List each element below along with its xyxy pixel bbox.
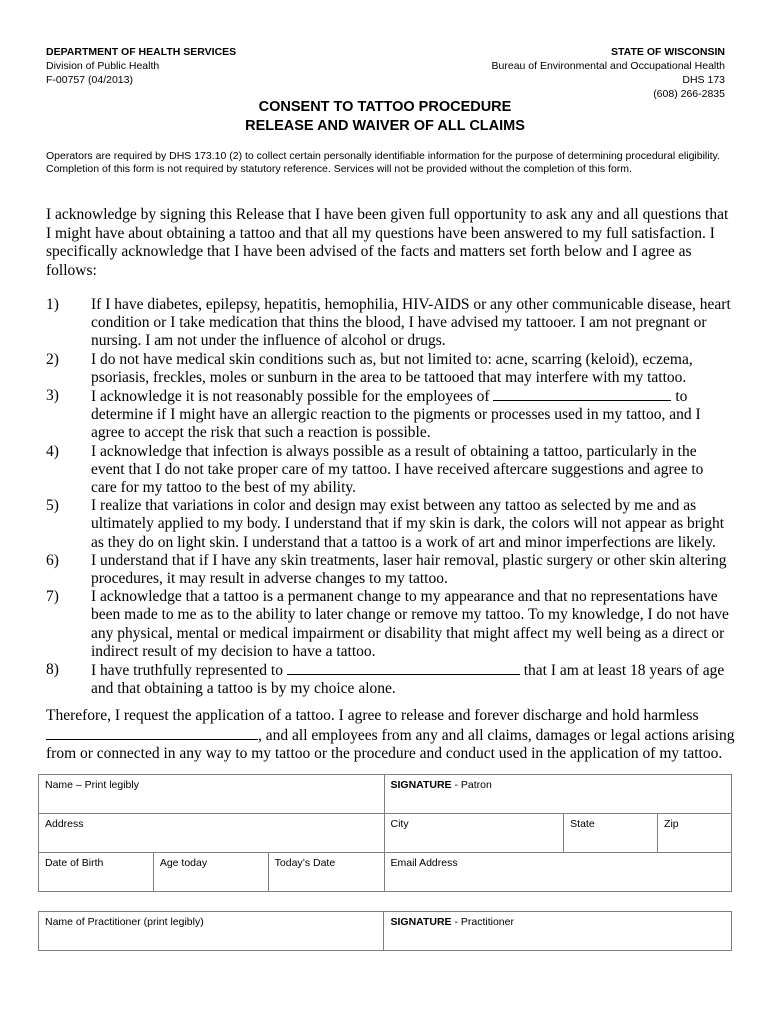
item-number: 5) bbox=[46, 497, 59, 515]
item-number: 2) bbox=[46, 350, 59, 368]
dob-label: Date of Birth bbox=[45, 857, 104, 869]
division-name: Division of Public Health bbox=[46, 60, 160, 72]
city-label: City bbox=[390, 818, 409, 830]
header-right bbox=[492, 45, 725, 101]
item-number: 7) bbox=[46, 588, 59, 606]
item-text: I realize that variations in color and design may exist between any tattoo as selected by me and as ultimately applied to my body. I understand that if my skin is dark, the colors will not appear as bright as they do on light skin. I understand that a tattoo is a work of art and minor imperfections are likely. bbox=[91, 497, 725, 551]
state-field[interactable] bbox=[564, 814, 658, 853]
signature-label-bold: SIGNATURE bbox=[390, 916, 452, 928]
address-field[interactable] bbox=[39, 814, 385, 853]
todays-date-field[interactable] bbox=[268, 853, 384, 892]
form-number: F-00757 (04/2013) bbox=[46, 74, 133, 86]
item-text-before: I acknowledge it is not reasonably possible for the employees of bbox=[91, 388, 490, 406]
item-text-before: I have truthfully represented to bbox=[91, 662, 283, 680]
item-text: I understand that if I have any skin treatments, laser hair removal, plastic surgery or other skin altering procedures, it may result in adverse changes to my tattoo. bbox=[91, 551, 727, 588]
patron-signature-field[interactable] bbox=[384, 775, 732, 814]
city-field[interactable] bbox=[384, 814, 564, 853]
practitioner-info-table bbox=[38, 911, 732, 951]
list-item bbox=[46, 588, 731, 661]
address-label: Address bbox=[45, 818, 84, 830]
state-name: STATE OF WISCONSIN bbox=[611, 46, 725, 58]
privacy-notice: Operators are required by DHS 173.10 (2) to collect certain personally identifiable information for the purpose of determining procedural eligibility. Completion of this form is not required by statutory reference. Services will not be provided without the completion of this form. bbox=[46, 150, 720, 175]
list-item bbox=[46, 661, 731, 698]
list-item bbox=[46, 497, 731, 552]
statute-ref: DHS 173 bbox=[682, 74, 725, 86]
item-number: 8) bbox=[46, 661, 59, 679]
patron-name-label: Name – Print legibly bbox=[45, 779, 139, 791]
item-text: I do not have medical skin conditions such as, but not limited to: acne, scarring (keloid), eczema, psoriasis, freckles, moles or sunburn in the area to be tattooed that may interfere with my tattoo. bbox=[91, 350, 693, 386]
form-title bbox=[0, 98, 770, 136]
item-number: 6) bbox=[46, 551, 59, 569]
zip-field[interactable] bbox=[658, 814, 732, 853]
item-text: If I have diabetes, epilepsy, hepatitis, hemophilia, HIV-AIDS or any other communicable disease, heart condition or I take medication that thins the blood, I have advised my tattooer. I am not pregnant or nursing. I am not under the influence of alcohol or drugs. bbox=[91, 296, 731, 350]
patron-name-field[interactable] bbox=[39, 775, 385, 814]
title-line-2: RELEASE AND WAIVER OF ALL CLAIMS bbox=[245, 118, 525, 134]
business-name-blank[interactable] bbox=[493, 387, 671, 401]
list-item bbox=[46, 351, 731, 387]
title-line-1: CONSENT TO TATTOO PROCEDURE bbox=[258, 99, 512, 115]
date-label: Today’s Date bbox=[274, 857, 336, 869]
practitioner-name-blank[interactable] bbox=[287, 661, 520, 675]
item-text: I acknowledge that a tattoo is a permanent change to my appearance and that no representations have been made to me as to the ability to later change or remove my tattoo. To my knowledge, I do not have any physical, mental or medical impairment or disability that might affect my well being as a direct or indirect result of my decision to have a tattoo. bbox=[91, 588, 729, 660]
signature-label-rest: - Practitioner bbox=[451, 916, 514, 928]
item-text-after: that I am at least 18 years of age and that obtaining a tattoo is by my choice alone. bbox=[91, 662, 725, 698]
practitioner-signature-field[interactable] bbox=[384, 912, 732, 951]
practitioner-name-label: Name of Practitioner (print legibly) bbox=[45, 916, 204, 928]
list-item bbox=[46, 387, 731, 443]
item-number: 1) bbox=[46, 296, 59, 313]
email-label: Email Address bbox=[390, 857, 458, 869]
header-left bbox=[46, 45, 236, 87]
acknowledgement-list bbox=[46, 296, 731, 698]
intro-paragraph: I acknowledge by signing this Release that I have been given full opportunity to ask any and all questions that I might have about obtaining a tattoo and that all my questions have been answered to my full satisfaction. I specifically acknowledge that I have been advised of the facts and matters set forth below and I agree as follows: bbox=[46, 206, 729, 279]
age-field[interactable] bbox=[153, 853, 268, 892]
item-text-after: to determine if I might have an allergic reaction to the pigments or processes used in my tattoo, and I agree to accept the risk that such a reaction is possible. bbox=[91, 388, 701, 442]
list-item bbox=[46, 296, 731, 351]
release-text-end: , and all employees from any and all claims, damages or legal actions arising from or connected in any way to my tattoo or the procedure and conduct used in the application of my tattoo. bbox=[46, 726, 735, 762]
list-item bbox=[46, 443, 731, 498]
state-label: State bbox=[570, 818, 595, 830]
age-label: Age today bbox=[159, 857, 208, 869]
bureau-name: Bureau of Environmental and Occupational Health bbox=[491, 60, 725, 72]
department-name: DEPARTMENT OF HEALTH SERVICES bbox=[46, 46, 237, 58]
release-business-blank[interactable] bbox=[46, 726, 258, 740]
email-field[interactable] bbox=[384, 853, 732, 892]
practitioner-name-field[interactable] bbox=[39, 912, 384, 951]
release-text-start: Therefore, I request the application of a tattoo. I agree to release and forever discharge and hold harmless bbox=[46, 707, 699, 724]
zip-label: Zip bbox=[664, 818, 679, 830]
item-number: 3) bbox=[46, 387, 59, 405]
item-text: I acknowledge that infection is always possible as a result of obtaining a tattoo, particularly in the event that I do not take proper care of my tattoo. I have received aftercare suggestions and agree to care for my tattoo to the best of my ability. bbox=[91, 442, 704, 497]
item-number: 4) bbox=[46, 442, 59, 460]
patron-info-table bbox=[38, 774, 732, 892]
signature-label-bold: SIGNATURE bbox=[390, 779, 452, 791]
date-of-birth-field[interactable] bbox=[39, 853, 154, 892]
signature-label-rest: - Patron bbox=[451, 779, 492, 791]
phone-number: (608) 266-2835 bbox=[653, 88, 725, 100]
list-item bbox=[46, 552, 731, 588]
release-paragraph bbox=[46, 707, 736, 764]
